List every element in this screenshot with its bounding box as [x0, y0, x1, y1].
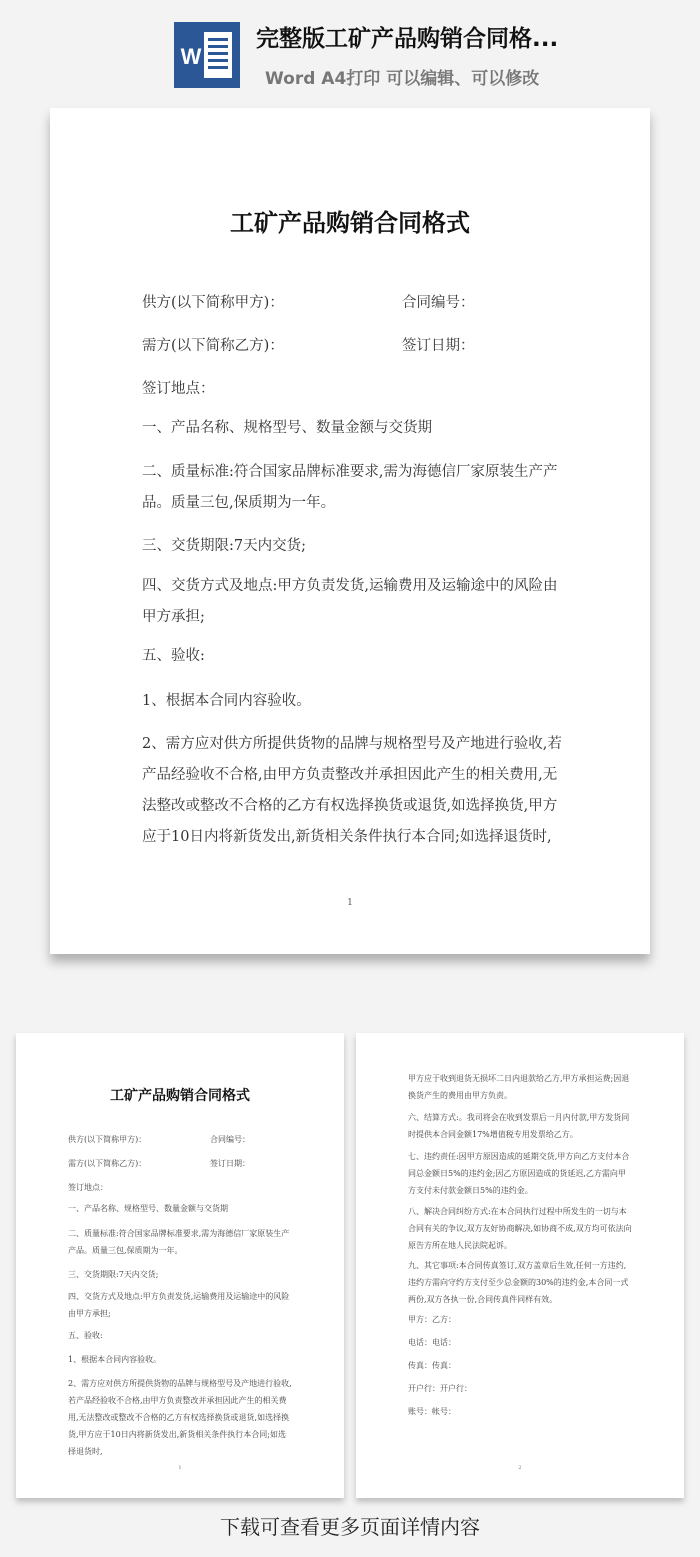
signature-bank: 开户行：开户行： — [408, 1384, 472, 1393]
page-title: 完整版工矿产品购销合同格... — [256, 26, 559, 52]
clause-3: 三、交货期限:7天内交货; — [142, 538, 306, 554]
clause-5-1: 1、根据本合同内容验收。 — [68, 1355, 162, 1364]
clause-1: 一、产品名称、规格型号、数量金额与交货期 — [142, 420, 432, 436]
page-subtitle: Word A4打印 可以编辑、可以修改 — [265, 69, 540, 89]
sign-place-label: 签订地点： — [142, 381, 215, 397]
word-document-icon — [174, 22, 240, 88]
download-more-link[interactable]: 下载可查看更多页面详情内容 — [220, 1515, 480, 1539]
clause-5-2: 2、需方应对供方所提供货物的品牌与规格型号及产地进行验收,若产品经验收不合格,由甲方负责整改并承担因此产生的相关费用,无法整改或整改不合格的乙方有权选择换货或退货,如选择换货,甲方应于10日内将新货发出,新货相关条件执行本合同;如选择退货时, — [142, 736, 562, 845]
clause-8: 八、解决合同纠纷方式:在本合同执行过程中所发生的一切与本合同有关的争议,双方友好协商解决,如协商不成,双方均可依法向原告方所在地人民法院起诉。 — [408, 1207, 632, 1250]
sign-date-label: 签订日期： — [402, 338, 475, 354]
sign-date-label: 签订日期： — [210, 1159, 250, 1168]
contract-no-label: 合同编号： — [402, 295, 475, 311]
document-page-preview-large[interactable] — [50, 108, 650, 954]
clause-1: 一、产品名称、规格型号、数量金额与交货期 — [68, 1204, 228, 1213]
clause-5-2-continued: 甲方应于收到退货无损坏二日内退款给乙方,甲方承担运费;因退换货产生的费用由甲方负责。 — [408, 1074, 630, 1100]
clause-5-2: 2、需方应对供方所提供货物的品牌与规格型号及产地进行验收,若产品经验收不合格,由甲方负责整改并承担因此产生的相关费用,无法整改或整改不合格的乙方有权选择换货或退货,如选择换货,甲方应于10日内将新货发出,新货相关条件执行本合同;如选择退货时, — [68, 1379, 292, 1456]
clause-2: 二、质量标准:符合国家品牌标准要求,需为海德信厂家原装生产产品。质量三包,保质期为一年。 — [142, 464, 558, 511]
contract-no-label: 合同编号： — [210, 1135, 250, 1144]
supplier-label: 供方(以下简称甲方)： — [142, 295, 284, 311]
document-page-thumbnail-2[interactable] — [356, 1033, 684, 1498]
supplier-label: 供方(以下简称甲方)： — [68, 1135, 147, 1144]
signature-account: 账号：帐号： — [408, 1407, 456, 1416]
buyer-label: 需方(以下简称乙方)： — [68, 1159, 147, 1168]
signature-phone: 电话：电话： — [408, 1338, 456, 1347]
clause-7: 七、违约责任:因甲方原因造成的延期交货,甲方向乙方支付本合同总金额日5%的违约金;因乙方原因造成的货延迟,乙方需向甲方支付未付款金额日5%的违约金。 — [408, 1152, 630, 1195]
clause-6: 六、结算方式:。我司将会在收到发票后一月内付款,甲方发货同时提供本合同金额17%增值税专用发票给乙方。 — [408, 1113, 630, 1139]
document-title: 工矿产品购销合同格式 — [110, 1088, 250, 1104]
page-number: 1 — [347, 898, 353, 908]
header — [0, 0, 700, 100]
clause-3: 三、交货期限:7天内交货; — [68, 1270, 159, 1279]
signature-party: 甲方：乙方： — [408, 1315, 456, 1324]
clause-9: 九、其它事项:本合同传真签订,双方盖章后生效,任何一方违约,违约方需向守约方支付至少总金额的30%的违约金,本合同一式两份,双方各执一份,合同传真件同样有效。 — [408, 1261, 629, 1304]
clause-2: 二、质量标准:符合国家品牌标准要求,需为海德信厂家原装生产产品。质量三包,保质期为一年。 — [68, 1229, 290, 1255]
svg-text:W: W — [180, 44, 202, 69]
clause-4: 四、交货方式及地点:甲方负责发货,运输费用及运输途中的风险由甲方承担; — [68, 1292, 290, 1318]
clause-4: 四、交货方式及地点:甲方负责发货,运输费用及运输途中的风险由甲方承担; — [142, 578, 558, 625]
page-number: 2 — [518, 1465, 522, 1471]
signature-fax: 传真：传真： — [408, 1361, 456, 1370]
buyer-label: 需方(以下简称乙方)： — [142, 338, 284, 354]
clause-5-1: 1、根据本合同内容验收。 — [142, 693, 311, 709]
clause-5: 五、验收: — [68, 1331, 103, 1340]
sign-place-label: 签订地点： — [68, 1183, 108, 1192]
page-number: 1 — [178, 1465, 182, 1471]
clause-5: 五、验收: — [142, 648, 205, 664]
document-title: 工矿产品购销合同格式 — [230, 209, 470, 237]
document-page-thumbnail-1[interactable] — [16, 1033, 344, 1498]
